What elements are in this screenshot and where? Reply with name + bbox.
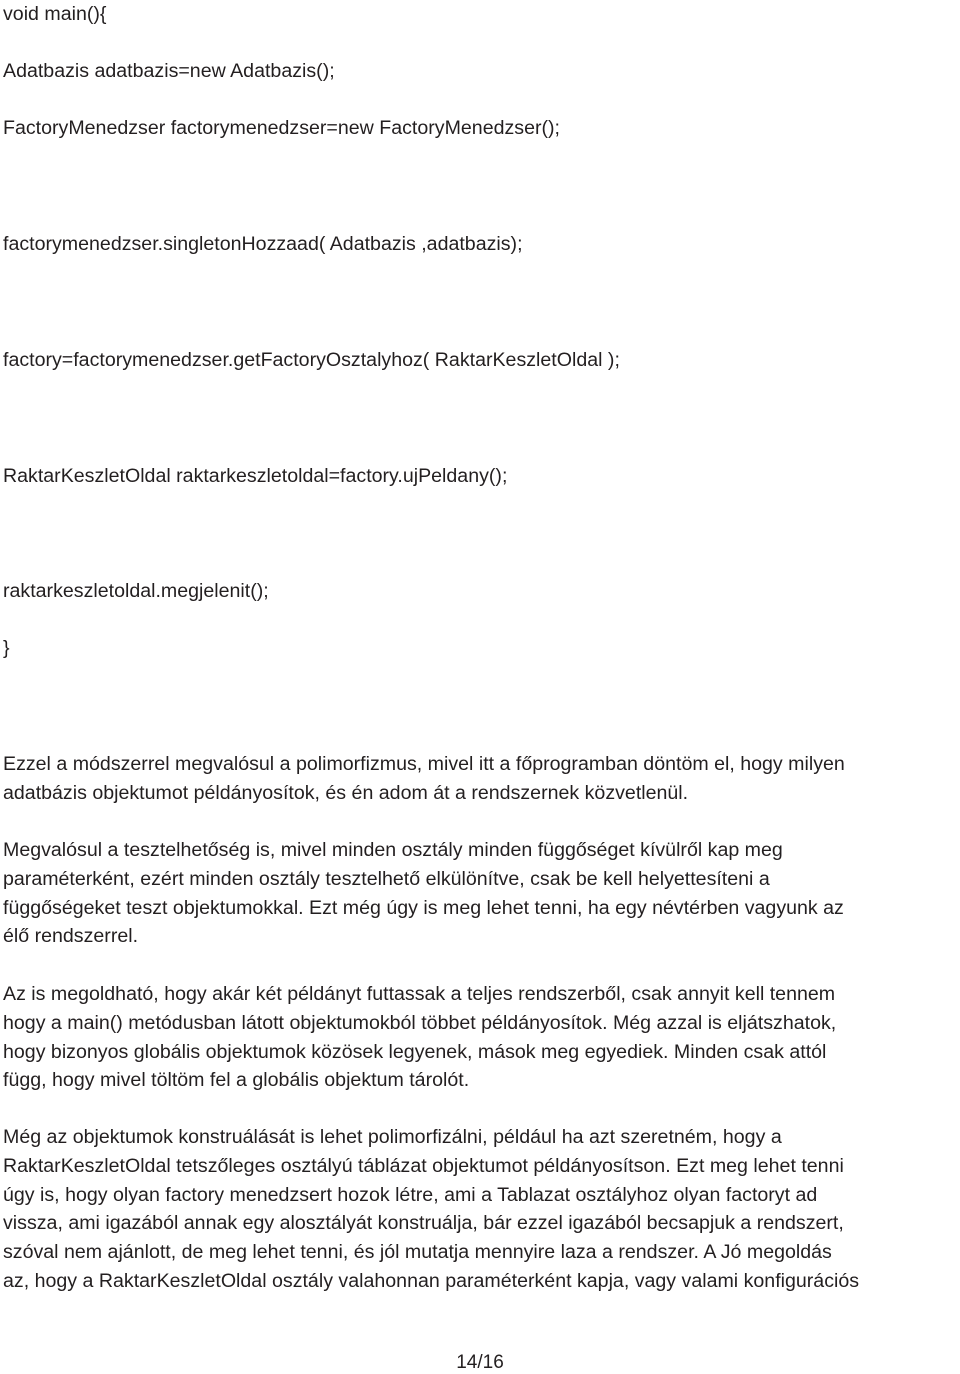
page-number: 14/16: [456, 1352, 504, 1373]
paragraph-polimorfizmus: Ezzel a módszerrel megvalósul a polimorfizmus, mivel itt a főprogramban döntöm el, hogy milyen adatbázis objektumot példányosítok, és én adom át a rendszernek közvetlenül.: [3, 753, 845, 804]
code-line-megjelenit: raktarkeszletoldal.megjelenit();: [3, 580, 269, 602]
paragraph-tesztelhetoseg: Megvalósul a tesztelhetőség is, mivel minden osztály minden függőséget kívülről kap meg paraméterként, ezért minden osztály tesztelhető elkülönítve, csak be kell helyettesíteni a függőségeket teszt objektumokkal. Ezt még úgy is meg lehet tenni, ha egy névtérben vagyunk az élő rendszerrel.: [3, 839, 844, 948]
code-line-singleton: factorymenedzser.singletonHozzaad( Adatbazis ,adatbazis);: [3, 233, 523, 255]
code-line-factorymenedzser: FactoryMenedzser factorymenedzser=new FactoryMenedzser();: [3, 117, 560, 139]
code-line-main: void main(){: [3, 3, 107, 25]
paragraph-konstrualas: Még az objektumok konstruálását is lehet polimorfizálni, például ha azt szeretném, hogy a RaktarKeszletOldal tetszőleges osztályú táblázat objektumot példányosítson. Ezt meg lehet tenni úgy is, hogy olyan factory menedzsert hozok létre, ami a Tablazat osztályhoz olyan factoryt ad vissza, ami igazából annak egy alosztályát konstruálja, bár ezzel igazából becsapjuk a rendszert, szóval nem ajánlott, de meg lehet tenni, és jól mutatja mennyire laza a rendszer. A Jó megoldás az, hogy a RaktarKeszletOldal osztály valahonnan paraméterként kapja, vagy valami konfigurációs: [3, 1126, 860, 1292]
paragraph-ket-peldany: Az is megoldható, hogy akár két példányt futtassak a teljes rendszerből, csak annyit kell tennem hogy a main() metódusban látott objektumokból többet példányosítok. Még azzal is eljátszhatok, hogy bizonyos globális objektumok közösek legyenek, mások meg egyediek. Minden csak attól függ, hogy mivel töltöm fel a globális objektum tárolót.: [3, 983, 837, 1092]
code-line-raktar: RaktarKeszletOldal raktarkeszletoldal=factory.ujPeldany();: [3, 465, 508, 487]
code-line-factory: factory=factorymenedzser.getFactoryOsztalyhoz( RaktarKeszletOldal );: [3, 349, 620, 371]
code-line-close-brace: }: [3, 637, 10, 659]
code-line-adatbazis: Adatbazis adatbazis=new Adatbazis();: [3, 60, 335, 82]
